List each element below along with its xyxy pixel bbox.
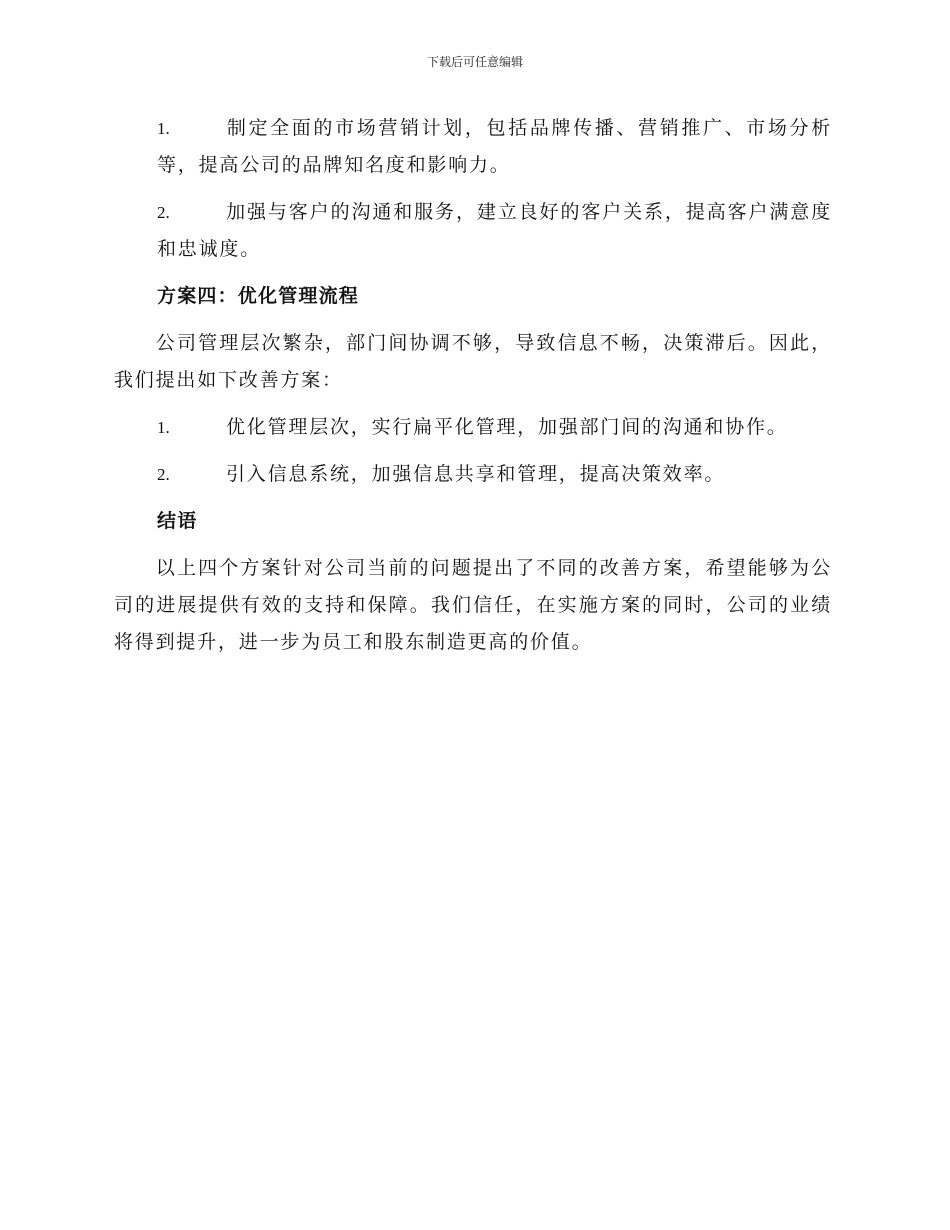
list-number: 2. [157,465,170,484]
list-item-text: 制定全面的市场营销计划，包括品牌传播、营销推广、市场分析等，提高公司的品牌知名度和影响力。 [157,117,832,176]
paragraph-management-issue: 公司管理层次繁杂，部门间协调不够，导致信息不畅，决策滞后。因此，我们提出如下改善方案： [114,332,832,391]
list-number: 2. [157,203,170,222]
document-body [114,110,832,671]
list-item-customer-service [114,194,832,268]
list-number: 1. [157,119,170,138]
list-item-marketing-plan [114,110,832,184]
list-number: 1. [157,418,170,437]
list-item-text: 优化管理层次，实行扁平化管理，加强部门间的沟通和协作。 [226,416,788,438]
list-item-flat-management [114,409,832,446]
list-item-text: 加强与客户的沟通和服务，建立良好的客户关系，提高客户满意度和忠诚度。 [157,201,832,260]
page-header: 下载后可任意编辑 [426,55,523,69]
list-item-info-system [114,456,832,493]
paragraph-conclusion: 以上四个方案针对公司当前的问题提出了不同的改善方案，希望能够为公司的进展提供有效的支持和保障。我们信任，在实施方案的同时，公司的业绩将得到提升，进一步为员工和股东制造更高的价值。 [114,557,832,653]
section-heading-plan-four: 方案四：优化管理流程 [157,285,360,307]
section-heading-conclusion: 结语 [157,510,198,532]
list-item-text: 引入信息系统，加强信息共享和管理，提高决策效率。 [226,463,726,485]
